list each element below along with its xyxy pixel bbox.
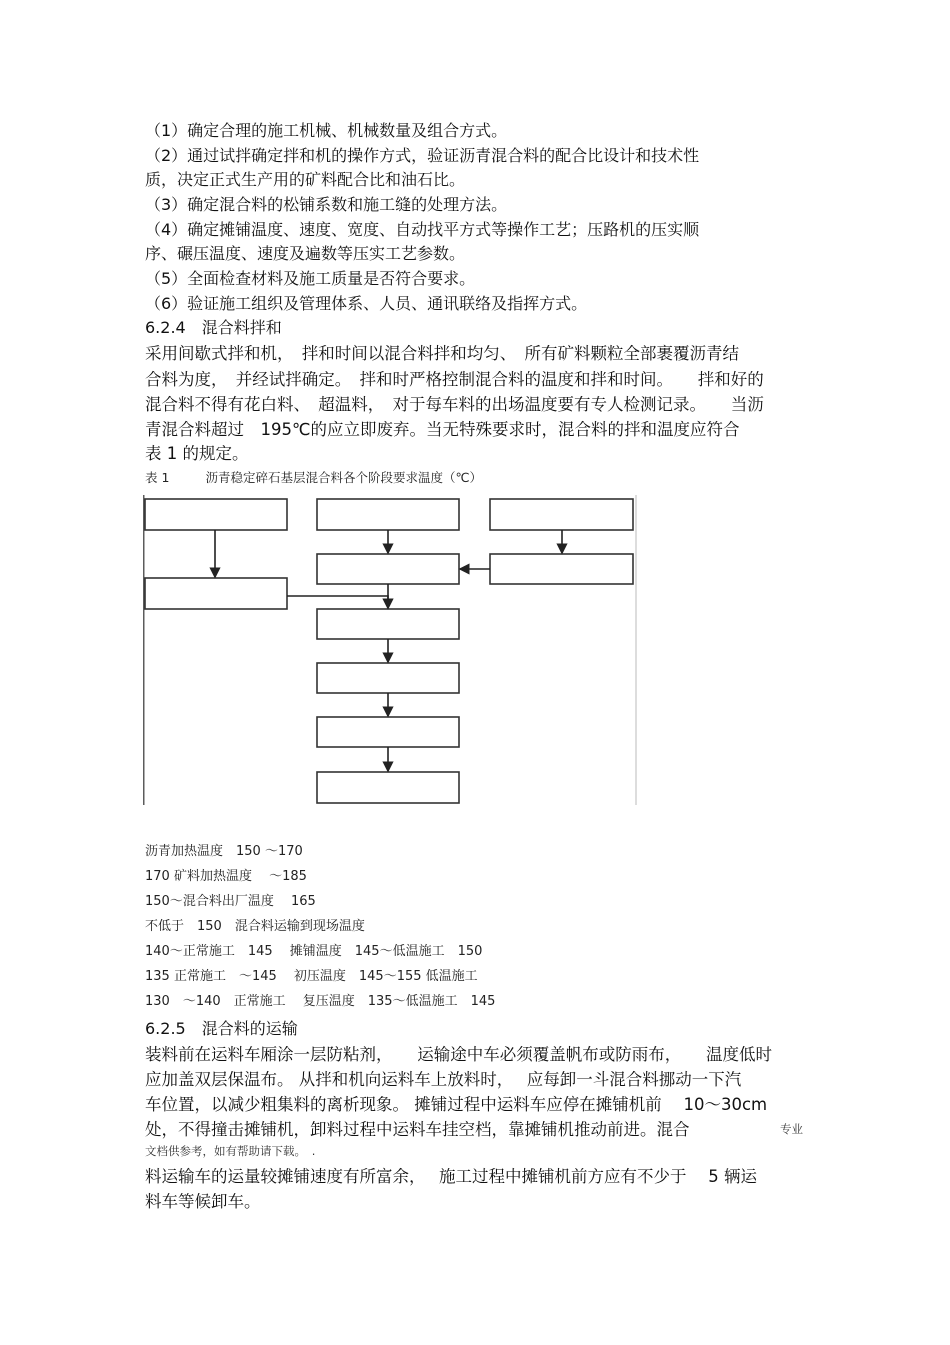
flow-box <box>317 499 459 530</box>
paragraph-line: 表 1 的规定。 <box>145 444 249 463</box>
paragraph-line: 应加盖双层保温布。 从拌和机向运料车上放料时， 应每卸一斗混合料挪动一下汽 <box>145 1070 742 1089</box>
paragraph-line: 装料前在运料车厢涂一层防粘剂， 运输途中车必须覆盖帆布或防雨布， 温度低时 <box>145 1045 772 1064</box>
flow-arrow <box>287 596 388 608</box>
temperature-line: 130 ～140 正常施工 复压温度 135～低温施工 145 <box>145 994 496 1009</box>
table-label: 表 1 <box>145 470 170 485</box>
temperature-line: 135 正常施工 ～145 初压温度 145～155 低温施工 <box>145 969 478 984</box>
flow-box <box>317 663 459 693</box>
section-heading: 6.2.5 混合料的运输 <box>145 1019 298 1038</box>
table-caption <box>145 470 482 486</box>
flow-box <box>145 578 287 609</box>
paragraph-line: 处，不得撞击摊铺机，卸料过程中运料车挂空档，靠摊铺机推动前进。混合 <box>145 1120 690 1139</box>
list-item: （1）确定合理的施工机械、机械数量及组合方式。 <box>145 121 508 140</box>
temperature-line: 170 矿料加热温度 ～185 <box>145 869 307 884</box>
paragraph-line: 青混合料超过 195℃的应立即废弃。当无特殊要求时，混合料的拌和温度应符合 <box>145 420 740 439</box>
flowchart-diagram <box>143 495 638 807</box>
temperature-line: 140～正常施工 145 摊铺温度 145～低温施工 150 <box>145 944 483 959</box>
temperature-line: 沥青加热温度 150 ～170 <box>145 844 303 859</box>
flow-box <box>317 609 459 639</box>
temperature-line: 不低于 150 混合料运输到现场温度 <box>145 919 365 934</box>
flow-box <box>317 717 459 747</box>
flow-box <box>145 499 287 530</box>
list-item: （6）验证施工组织及管理体系、人员、通讯联络及指挥方式。 <box>145 294 588 313</box>
paragraph-line: 料运输车的运量较摊铺速度有所富余， 施工过程中摊铺机前方应有不少于 5 辆运 <box>145 1167 757 1186</box>
section-heading: 6.2.4 混合料拌和 <box>145 318 282 337</box>
footer-note: 文档供参考，如有帮助请下载。 . <box>145 1144 316 1158</box>
paragraph-line: 采用间歇式拌和机， 拌和时间以混合料拌和均匀、 所有矿料颗粒全部裹覆沥青结 <box>145 344 739 363</box>
paragraph-line: 合料为度， 并经试拌确定。 拌和时严格控制混合料的温度和拌和时间。 拌和好的 <box>145 370 764 389</box>
list-item: （2）通过试拌确定拌和机的操作方式，验证沥青混合料的配合比设计和技术性 <box>145 146 700 165</box>
flow-box <box>490 554 633 584</box>
paragraph-line: 车位置，以减少粗集料的离析现象。 摊铺过程中运料车应停在摊铺机前 10～30cm <box>145 1095 768 1114</box>
list-item: （5）全面检查材料及施工质量是否符合要求。 <box>145 269 476 288</box>
list-item: （4）确定摊铺温度、速度、宽度、自动找平方式等操作工艺；压路机的压实顺 <box>145 220 700 239</box>
flow-box <box>317 554 459 584</box>
list-item: 质，决定正式生产用的矿料配合比和油石比。 <box>145 170 466 189</box>
flow-box <box>490 499 633 530</box>
list-item: （3）确定混合料的松铺系数和施工缝的处理方法。 <box>145 195 508 214</box>
temperature-line: 150～混合料出厂温度 165 <box>145 894 316 909</box>
footer-tag: 专业 <box>780 1122 803 1136</box>
table-title: 沥青稳定碎石基层混合料各个阶段要求温度（℃） <box>205 470 482 485</box>
flow-box <box>317 772 459 803</box>
list-item: 序、碾压温度、速度及遍数等压实工艺参数。 <box>145 244 466 263</box>
paragraph-line: 料车等候卸车。 <box>145 1192 261 1211</box>
paragraph-line: 混合料不得有花白料、 超温料， 对于每车料的出场温度要有专人检测记录。 当沥 <box>145 395 764 414</box>
